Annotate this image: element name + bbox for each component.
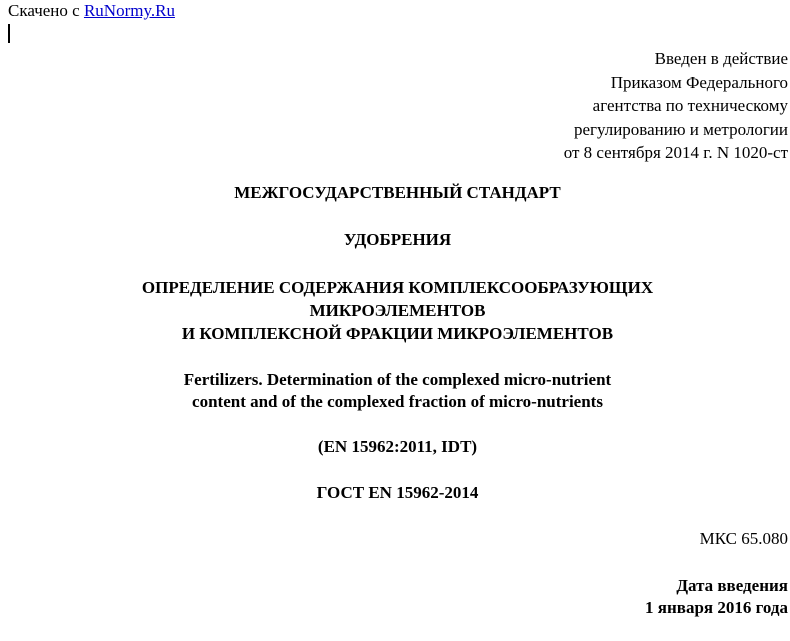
russian-title-line: ОПРЕДЕЛЕНИЕ СОДЕРЖАНИЯ КОМПЛЕКСООБРАЗУЮЩИХ (141, 278, 654, 297)
russian-title-line: МИКРОЭЛЕМЕНТОВ (309, 301, 486, 320)
download-prefix: Скачено с (8, 1, 84, 20)
approval-line: агентства по техническому (592, 96, 788, 115)
english-title-line: content and of the complexed fraction of micro-nutrients (192, 392, 603, 411)
standard-type-heading: МЕЖГОСУДАРСТВЕННЫЙ СТАНДАРТ (234, 183, 561, 202)
approval-line: от 8 сентября 2014 г. N 1020-ст (563, 143, 788, 162)
approval-line: Приказом Федерального (610, 72, 788, 92)
approval-line: регулированию и метрологии (573, 119, 788, 139)
gost-number: ГОСТ EN 15962-2014 (316, 483, 479, 502)
intro-date: 1 января 2016 года (645, 598, 788, 617)
download-source-line (8, 1, 175, 21)
approval-line: Введен в действие (654, 49, 788, 68)
english-title (0, 369, 790, 413)
en-reference: (EN 15962:2011, IDT) (317, 437, 478, 456)
subject-heading: УДОБРЕНИЯ (343, 230, 452, 249)
mks-code: МКС 65.080 (699, 529, 788, 548)
approval-block (564, 47, 788, 165)
runormy-link[interactable]: RuNormy.Ru (83, 1, 175, 20)
introduction-date-block (645, 575, 788, 619)
intro-label: Дата введения (676, 576, 788, 595)
russian-title (0, 276, 790, 345)
english-title-line: Fertilizers. Determination of the complexed micro-nutrient (183, 370, 612, 389)
text-cursor (8, 24, 10, 43)
russian-title-line: И КОМПЛЕКСНОЙ ФРАКЦИИ МИКРОЭЛЕМЕНТОВ (181, 324, 614, 343)
